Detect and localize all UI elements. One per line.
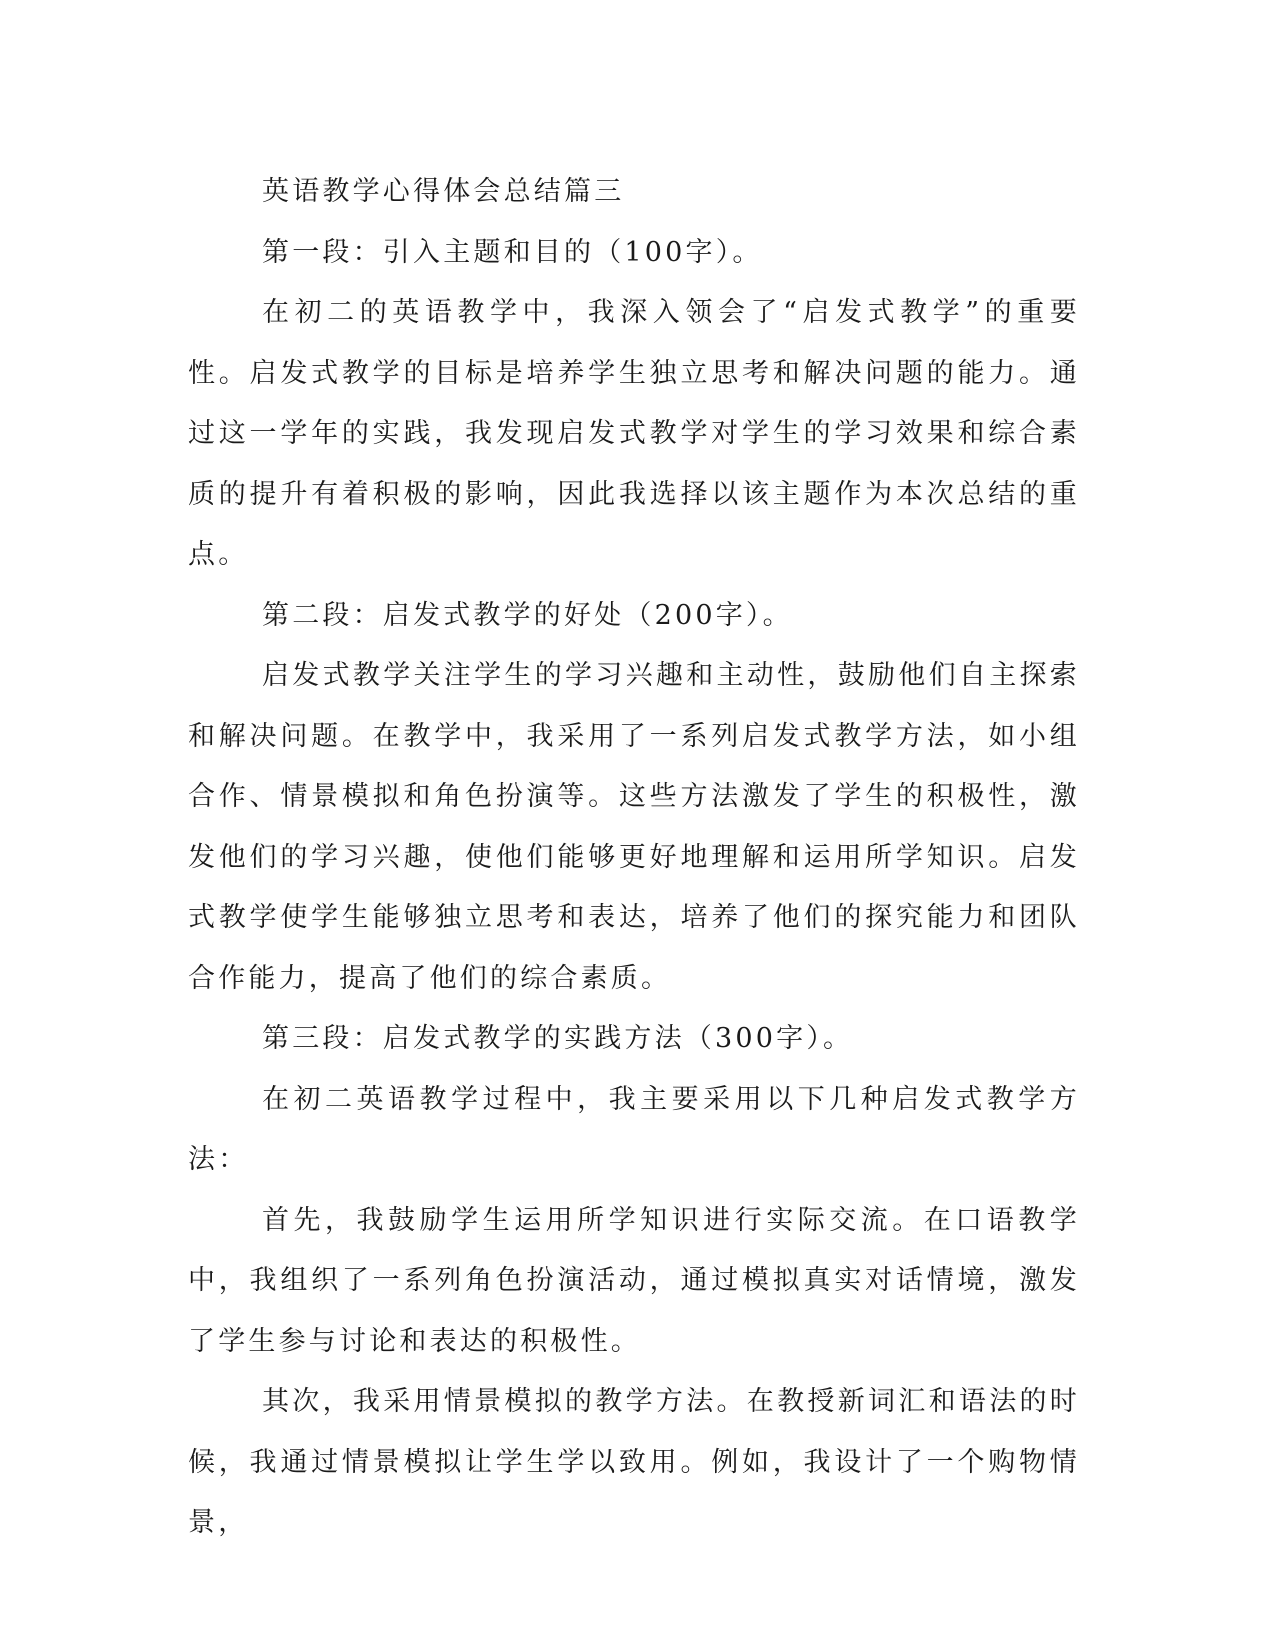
section-heading-1: 第一段：引入主题和目的（100字）。 [262, 236, 763, 268]
body-paragraph: 在初二英语教学过程中，我主要采用以下几种启发式教学方法： [188, 1083, 1080, 1175]
document-body [188, 162, 1080, 1554]
body-paragraph: 在初二的英语教学中，我深入领会了“启发式教学”的重要性。启发式教学的目标是培养学生独立思考和解决问题的能力。通过这一学年的实践，我发现启发式教学对学生的学习效果和综合素质的提升有着积极的影响，因此我选择以该主题作为本次总结的重点。 [188, 297, 1080, 570]
body-paragraph: 启发式教学关注学生的学习兴趣和主动性，鼓励他们自主探索和解决问题。在教学中，我采用了一系列启发式教学方法，如小组合作、情景模拟和角色扮演等。这些方法激发了学生的积极性，激发他们的学习兴趣，使他们能够更好地理解和运用所学知识。启发式教学使学生能够独立思考和表达，培养了他们的探究能力和团队合作能力，提高了他们的综合素质。 [188, 660, 1080, 994]
body-paragraph: 首先，我鼓励学生运用所学知识进行实际交流。在口语教学中，我组织了一系列角色扮演活动，通过模拟真实对话情境，激发了学生参与讨论和表达的积极性。 [188, 1204, 1080, 1357]
section-heading-2: 第二段：启发式教学的好处（200字）。 [262, 599, 793, 631]
document-title: 英语教学心得体会总结篇三 [262, 176, 625, 207]
body-paragraph: 其次，我采用情景模拟的教学方法。在教授新词汇和语法的时候，我通过情景模拟让学生学以致用。例如，我设计了一个购物情景， [188, 1386, 1080, 1538]
section-heading-3: 第三段：启发式教学的实践方法（300字）。 [262, 1023, 854, 1054]
